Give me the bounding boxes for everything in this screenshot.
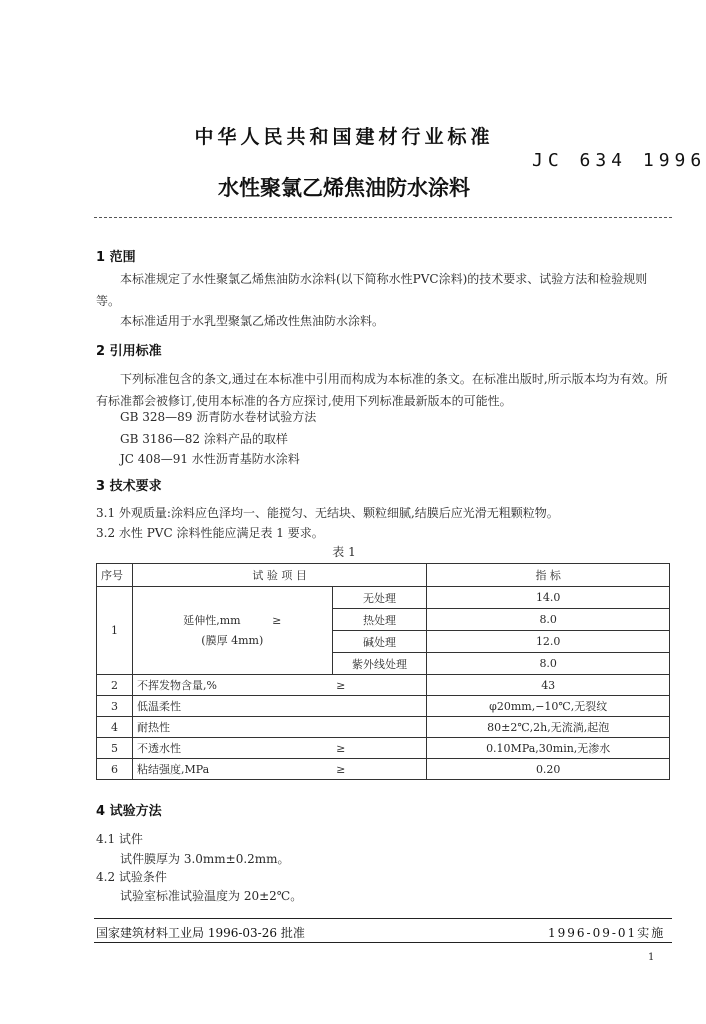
elongation-label-a: 延伸性,mm [183, 613, 241, 627]
reference-item: GB 3186—82 涂料产品的取样 [120, 432, 288, 446]
value-cell: 43 [427, 675, 670, 696]
header-divider [94, 217, 672, 218]
reference-item: GB 328—89 沥青防水卷材试验方法 [120, 410, 317, 424]
row-no: 3 [97, 696, 133, 717]
reference-item: JC 408—91 水性沥青基防水涂料 [120, 452, 300, 466]
value-cell: 14.0 [427, 587, 670, 609]
table-header-row [97, 564, 670, 587]
value-cell: 0.20 [427, 759, 670, 780]
header-value: 指 标 [427, 564, 670, 587]
operator: ≥ [332, 738, 427, 759]
implementation-date: 1996-09-01实施 [548, 926, 666, 940]
section-4-heading: 4 试验方法 [96, 804, 162, 819]
row-no: 1 [97, 587, 133, 675]
table-row [97, 717, 670, 738]
clause-3-2: 3.2 水性 PVC 涂料性能应满足表 1 要求。 [96, 526, 324, 540]
document-title: 水性聚氯乙烯焦油防水涂料 [218, 176, 470, 200]
table-row [97, 738, 670, 759]
page-number: 1 [648, 952, 655, 963]
item-cell: 低温柔性 [132, 696, 332, 717]
section-1-heading: 1 范围 [96, 250, 136, 265]
condition-cell: 热处理 [332, 609, 427, 631]
operator [332, 717, 427, 738]
condition-cell: 无处理 [332, 587, 427, 609]
operator: ≥ [332, 759, 427, 780]
standard-category: 中华人民共和国建材行业标准 [194, 126, 494, 148]
value-cell: 0.10MPa,30min,无渗水 [427, 738, 670, 759]
table-row [97, 675, 670, 696]
elongation-label-b: (膜厚 4mm) [201, 633, 264, 647]
condition-cell: 碱处理 [332, 631, 427, 653]
clause-4-1-heading: 4.1 试件 [96, 832, 143, 846]
row-no: 5 [97, 738, 133, 759]
approval-line: 国家建筑材料工业局 1996-03-26 批准 [96, 926, 305, 940]
item-cell: 不挥发物含量,% [132, 675, 332, 696]
table-row [97, 587, 670, 609]
section-2-heading: 2 引用标准 [96, 344, 162, 359]
condition-cell: 紫外线处理 [332, 653, 427, 675]
table-caption: 表 1 [332, 545, 356, 559]
clause-3-1: 3.1 外观质量:涂料应色泽均一、能搅匀、无结块、颗粒细腻,结膜后应光滑无粗颗粒物。 [96, 506, 559, 520]
section-1-paragraph-2: 本标准适用于水乳型聚氯乙烯改性焦油防水涂料。 [120, 314, 385, 328]
row-no: 2 [97, 675, 133, 696]
value-cell: 8.0 [427, 609, 670, 631]
item-cell: 耐热性 [132, 717, 332, 738]
value-cell: φ20mm,−10℃,无裂纹 [427, 696, 670, 717]
item-cell: 不透水性 [132, 738, 332, 759]
operator [332, 696, 427, 717]
row-no: 4 [97, 717, 133, 738]
section-3-heading: 3 技术要求 [96, 479, 162, 494]
footer-rule [94, 918, 672, 919]
performance-table [96, 563, 670, 780]
header-item: 试 验 项 目 [132, 564, 426, 587]
operator: ≥ [332, 675, 427, 696]
operator: ≥ [272, 613, 282, 627]
table-row [97, 759, 670, 780]
header-no: 序号 [97, 564, 133, 587]
clause-4-1-text: 试件膜厚为 3.0mm±0.2mm。 [120, 852, 290, 866]
row-no: 6 [97, 759, 133, 780]
value-cell: 8.0 [427, 653, 670, 675]
value-cell: 80±2℃,2h,无流淌,起泡 [427, 717, 670, 738]
value-cell: 12.0 [427, 631, 670, 653]
elongation-label [132, 587, 332, 675]
footer-rule-bottom [94, 942, 672, 943]
clause-4-2-heading: 4.2 试验条件 [96, 870, 167, 884]
clause-4-2-text: 试验室标准试验温度为 20±2℃。 [120, 889, 303, 903]
item-cell: 粘结强度,MPa [132, 759, 332, 780]
table-row [97, 696, 670, 717]
section-1-paragraph-1: 本标准规定了水性聚氯乙烯焦油防水涂料(以下简称水性PVC涂料)的技术要求、试验方法和检验规则等。 [96, 272, 648, 308]
section-2-paragraph: 下列标准包含的条文,通过在本标准中引用而构成为本标准的条文。在标准出版时,所示版本均为有效。所有标准都会被修订,使用本标准的各方应探讨,使用下列标准最新版本的可能性。 [96, 372, 668, 408]
standard-code: JC 634 1996 [532, 150, 706, 171]
